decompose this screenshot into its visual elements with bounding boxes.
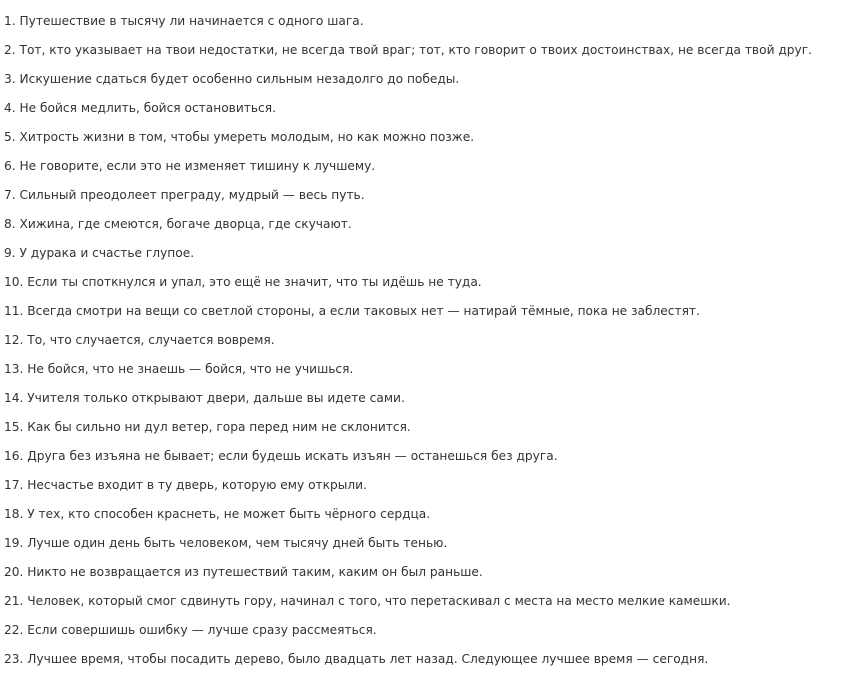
- quote-item: 14. Учителя только открывают двери, дальше вы идете сами.: [4, 391, 405, 405]
- quote-item: 6. Не говорите, если это не изменяет тишину к лучшему.: [4, 159, 376, 173]
- quote-item: 5. Хитрость жизни в том, чтобы умереть молодым, но как можно позже.: [4, 130, 475, 144]
- quote-item: 13. Не бойся, что не знаешь — бойся, что не учишься.: [4, 362, 354, 376]
- quote-item: 11. Всегда смотри на вещи со светлой стороны, а если таковых нет — натирай тёмные, пока не заблестят.: [4, 304, 700, 318]
- quote-item: 20. Никто не возвращается из путешествий таким, каким он был раньше.: [4, 565, 483, 579]
- quote-item: 17. Несчастье входит в ту дверь, которую ему открыли.: [4, 478, 367, 492]
- quote-item: 22. Если совершишь ошибку — лучше сразу рассмеяться.: [4, 623, 377, 637]
- quote-item: 18. У тех, кто способен краснеть, не может быть чёрного сердца.: [4, 507, 431, 521]
- quote-item: 12. То, что случается, случается вовремя.: [4, 333, 275, 347]
- quote-item: 3. Искушение сдаться будет особенно сильным незадолго до победы.: [4, 72, 460, 86]
- quote-item: 2. Тот, кто указывает на твои недостатки, не всегда твой враг; тот, кто говорит о твоих достоинствах, не всегда твой друг.: [4, 43, 813, 57]
- quote-item: 1. Путешествие в тысячу ли начинается с одного шага.: [4, 14, 364, 28]
- quote-item: 7. Сильный преодолеет преграду, мудрый — весь путь.: [4, 188, 365, 202]
- quote-item: 21. Человек, который смог сдвинуть гору, начинал с того, что перетаскивал с места на место мелкие камешки.: [4, 594, 731, 608]
- quote-item: 8. Хижина, где смеются, богаче дворца, где скучают.: [4, 217, 352, 231]
- quote-item: 23. Лучшее время, чтобы посадить дерево, было двадцать лет назад. Следующее лучшее время — сегодня.: [4, 652, 709, 666]
- quote-item: 15. Как бы сильно ни дул ветер, гора перед ним не склонится.: [4, 420, 411, 434]
- quote-item: 9. У дурака и счастье глупое.: [4, 246, 195, 260]
- quote-item: 4. Не бойся медлить, бойся остановиться.: [4, 101, 276, 115]
- quote-item: 16. Друга без изъяна не бывает; если будешь искать изъян — останешься без друга.: [4, 449, 558, 463]
- quote-item: 19. Лучше один день быть человеком, чем тысячу дней быть тенью.: [4, 536, 448, 550]
- quote-list: [4, 10, 849, 677]
- quote-item: 10. Если ты споткнулся и упал, это ещё не значит, что ты идёшь не туда.: [4, 275, 482, 289]
